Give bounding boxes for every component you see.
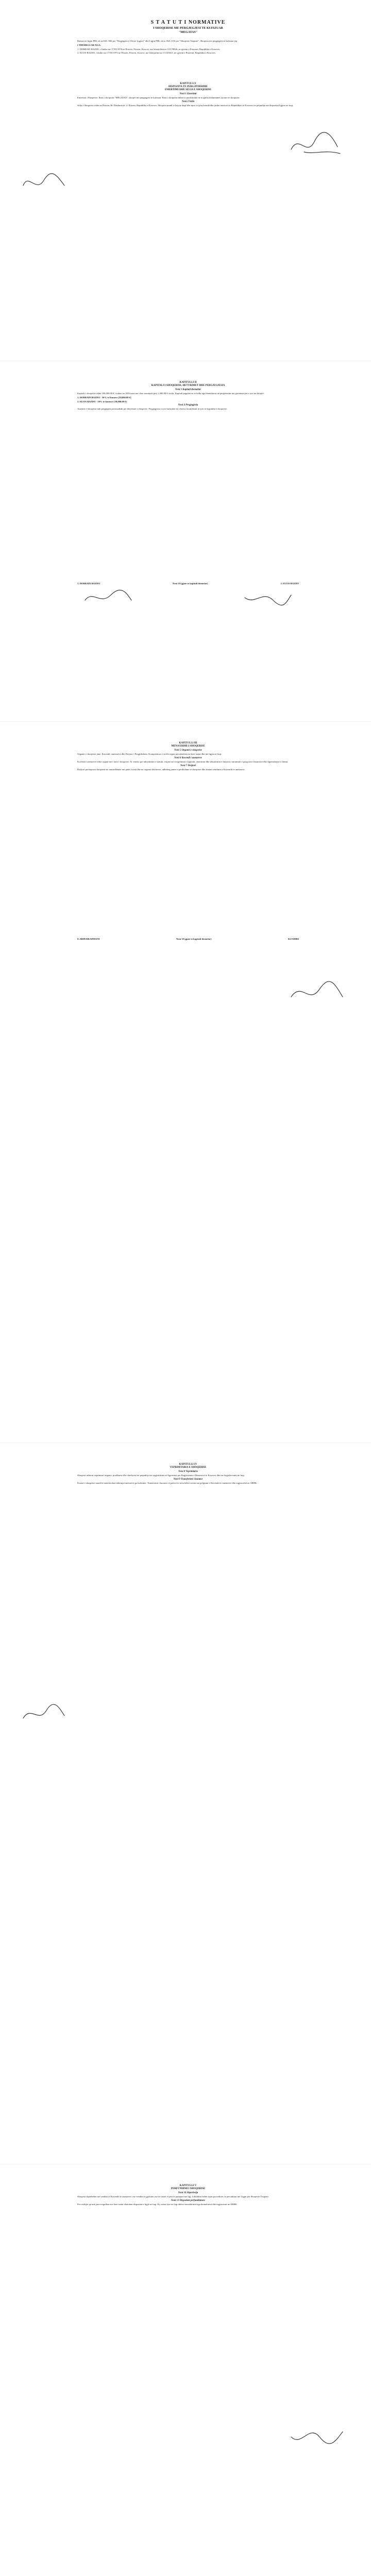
chapter-1-heading: KAPITULLI I bbox=[180, 82, 196, 85]
chapter-3-heading: KAPITULLI III bbox=[179, 742, 197, 744]
chapter-2-subheading: KAPITALI I SHOQERISE, DETYRIMET DHE PERGJEGJESIA bbox=[151, 384, 225, 387]
shares-2: 2. ELVIS BAZDO - 50% te kuotave (50,000.00 €) bbox=[77, 400, 127, 403]
article-8-title: Neni 8 Veprimtaria bbox=[178, 1470, 198, 1473]
signature-row-1 bbox=[77, 582, 299, 585]
signature-mark bbox=[21, 170, 67, 196]
article-11-text: Per ceshtjet qe nuk jane rregulluar me kete statut zbatohen dispozitat e ligjit ne fuqi. Ky statut hyn ne fuqi ditën e nenshkrimit nga themeluesit dhe regjistrimit ne ARBK. bbox=[77, 2202, 238, 2206]
chapter-1 bbox=[77, 82, 299, 108]
intro-section bbox=[77, 39, 299, 56]
chapter-2 bbox=[77, 381, 299, 412]
article-8-text: Shoqeria ushtron veprimtari tregtare, prodhuese dhe sherbyese ne perputhje me regjistrimin ne Agjencine per Regjistrimin e Bizneseve te Kosoves dhe me legjislacionin ne fuqi. bbox=[77, 1474, 245, 1477]
article-6-title: Neni 6 Kuvendi i anetareve bbox=[174, 756, 202, 759]
chapter-2-heading: KAPITULLI II bbox=[179, 381, 197, 384]
article-11-title: Neni 11 Dispozitat perfundimtare bbox=[171, 2199, 205, 2202]
chapter-5-subheading: PERFUNDIMI I SHOQERISE bbox=[171, 2188, 206, 2190]
page-divider bbox=[0, 721, 371, 722]
company-name: "MEGATAS" bbox=[178, 31, 198, 34]
signature-mark bbox=[242, 587, 294, 608]
signatory-right: 2. ELVIS BAZDO bbox=[280, 582, 299, 585]
chapter-5 bbox=[77, 2184, 299, 2207]
shares-1: 1. DORRAIN BAZDO - 50% te kuotave (50,000.00 €) bbox=[77, 396, 131, 399]
signatory-mid: Neni 10 (gjate te kapitali themelar) bbox=[176, 938, 212, 940]
signature-mark bbox=[289, 2421, 345, 2450]
article-5-text: Organet e shoqerise jane: Kuvendi i anetareve dhe Drejtori i Pergjithshem. Kompetencat e secilit organ percaktohen me kete statut dhe me ligjin ne fuqi. bbox=[77, 753, 222, 755]
article-1-text: Emertimi i Shoqerise: Emri i shoqerise "MEGATAS", shoqeri me pergjegjesi te kufizuar. Emri i shoqerise duhet te pershkruhet ne te gjitha dokumentet zyrtare te shoqerise. bbox=[77, 96, 240, 99]
intro-text: Bazuar ne ligjin PHL.sh nr.04/L-066 per "Pergjegjesi e Ofrese Ligjore" dhe Ligjin PHL.sh nr. 06/L-016 per "Shoqerite Tregtare", Shoqeria me pergjegjesi te kufizuar jep bbox=[77, 40, 238, 42]
signatory-right: B.ZAHIRI bbox=[288, 938, 299, 940]
signature-mark bbox=[289, 129, 345, 160]
article-2-text: Selia e Shoqerise eshte ne Prizren, Rr. Dardania nr. 4, Prizren, Republika e Kosoves. Shoqeria mund te krijoje degë dhe njesi te tjera brenda dhe jashte territorit te Republikes se Kosoves ne perputhje me dispozitat ligjore ne fuqi. bbox=[77, 104, 294, 107]
signature-mark bbox=[289, 979, 345, 1007]
chapter-1-subheading-2: EMERTIMI DHE SELIA E SHOQERISE bbox=[164, 89, 212, 91]
chapter-4-heading: KAPITULLI IV bbox=[179, 1463, 197, 1466]
article-5-title: Neni 5 Organet e shoqerise bbox=[174, 749, 202, 752]
chapter-3 bbox=[77, 742, 299, 772]
signatory-left: E.ABDURRAHMANI bbox=[77, 938, 100, 940]
chapter-5-heading: KAPITULLI V bbox=[179, 2184, 197, 2187]
article-7-title: Neni 7 Drejtori bbox=[180, 764, 196, 767]
article-4-text: Anetaret e shoqerise nuk pergjigjen personalisht per detyrimet e shoqerise. Pergjegjesia e tyre kufizohet ne vleren e kontributit te tyre ne kapitalin e shoqerise. bbox=[77, 408, 227, 411]
signatory-mid: Neni 10 (gjate te kapitali themelar) bbox=[173, 582, 208, 585]
article-10-title: Neni 10 Shperberja bbox=[178, 2192, 198, 2194]
founder-1: 1. DORRAIN BAZDO, i lindur me 17/03/1976 ne Prizren, Prizren, Kosove, me letenjoftim nr.111170826, ne qytetin e Prizrenit, Republika e Kosoves; bbox=[77, 47, 221, 50]
chapter-4 bbox=[77, 1463, 299, 1486]
signature-row-2 bbox=[77, 938, 299, 940]
document-subtitle: I SHOQERISE ME PERGJEGJESI TE KUFIZUAR bbox=[153, 27, 223, 30]
article-3-text: Kapitali i shoqerise eshte 100,000.00 €, i ndare ne 100 kuota me vlere nominale prej 1,000.00 € secila. Kapitali paguhet ne te holla nga themeluesit ne perpjesetim me pjesemarrjen e tyre ne shoqeri. bbox=[77, 392, 264, 395]
article-9-text: Kuotat e shoqerise mund te transferohen ndermjet anetareve pa kufizime. Transferimi i kuotave te paleve te treta behet vetem me pelqimin e Kuvendit te anetareve dhe regjistrohet ne ARBK. bbox=[77, 1481, 258, 1484]
article-6-text: Kuvendi i anetareve eshte organi me i larte i shoqerise. Ai vendos per ndryshimin e statutit, rritjen ose zvogelimin e kapitalit, emerimin dhe shkarkimin e drejtorit, miratimin e pasqyrave financiare dhe shperndarjen e fitimit. bbox=[77, 760, 289, 763]
chapter-1-subheading: DISPOZITA TE PERGJITHSHME bbox=[168, 86, 208, 88]
chapter-3-subheading: MENAXHIMI I SHOQERISE bbox=[171, 745, 205, 748]
article-9-title: Neni 9 Transferimi i kuotave bbox=[173, 1478, 203, 1481]
article-7-text: Drejtori perfaqeson shoqerine ne marredheniet me palet e treta dhe ne organet shteterore, udheheq punen e perditshme te shoqerise dhe zbaton vendimet e Kuvendit te anetareve. bbox=[77, 768, 245, 771]
article-3-title: Neni 3 Kapitali themeltar bbox=[175, 388, 201, 391]
article-2-title: Neni 2 Selia bbox=[181, 100, 195, 103]
signatory-left: 1. DORRAIN BAZDO bbox=[77, 582, 100, 585]
signature-mark bbox=[82, 587, 134, 608]
article-10-text: Shoqeria shperbehet me vendim te Kuvendit te anetareve, me vendim te gjykates ose ne rastet e tjera te parapara me ligj. Likuidimi behet sipas procedures se percaktuar me Ligjin per Shoqerite Tregtare. bbox=[77, 2195, 269, 2198]
article-4-title: Neni 4 Pergjegjesia bbox=[178, 404, 198, 407]
document-title: S T A T U T I NORMATIVE bbox=[150, 20, 226, 25]
chapter-4-subheading: VEPRIMTARIA E SHOQERISE bbox=[170, 1466, 207, 1469]
founder-2: 2. ELVIS BAZDO, i lindur me 17/05/1973 ne Prizren, Prizren, Kosove, me letenjoftim nr.111145021, ne qytetin e Prizrenit, Republika e Kosoves. bbox=[77, 52, 216, 55]
article-1-title: Neni 1 Emertimi bbox=[179, 93, 197, 95]
founders-label: I THEMELUAR NGA: bbox=[77, 43, 101, 46]
signature-mark bbox=[21, 1700, 67, 1726]
